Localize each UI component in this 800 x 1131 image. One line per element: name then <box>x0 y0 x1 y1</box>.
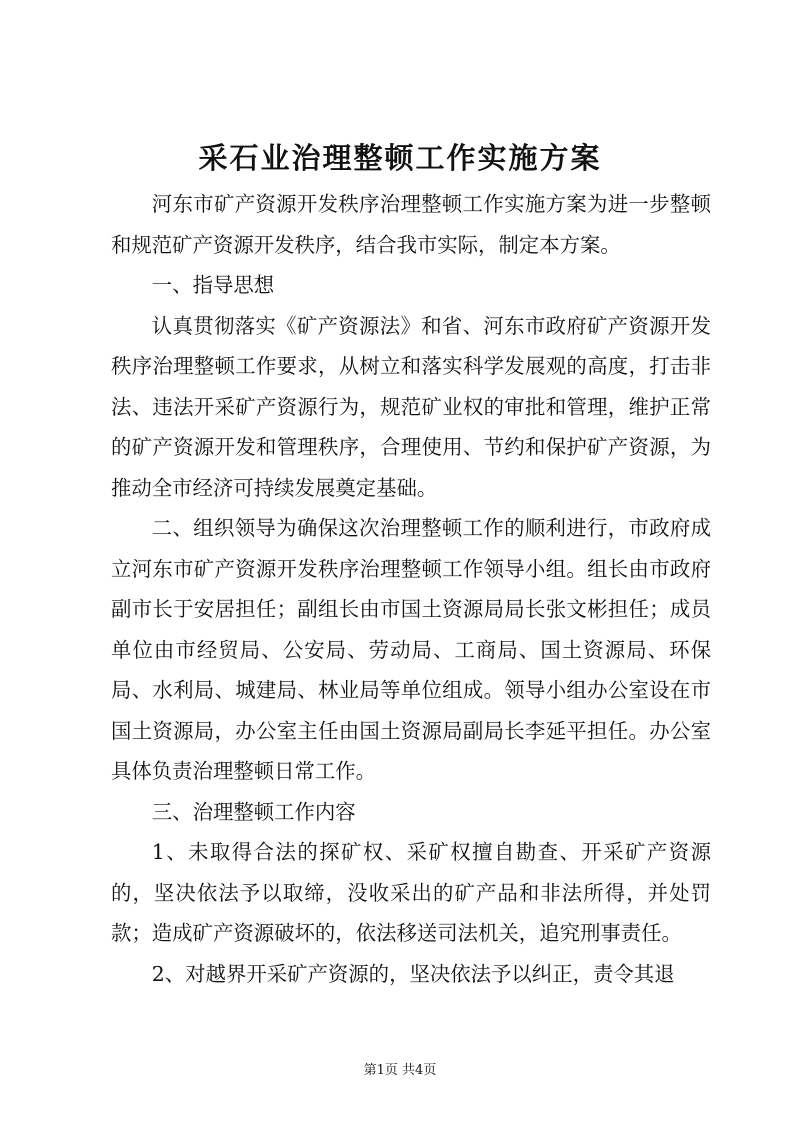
paragraph-item-1: 1、未取得合法的探矿权、采矿权擅自勘查、开采矿产资源的，坚决依法予以取缔，没收采出的矿产品和非法所得，并处罚款；造成矿产资源破坏的，依法移送司法机关，追究刑事责任。 <box>111 840 711 945</box>
document-title: 采石业治理整顿工作实施方案 <box>198 141 602 175</box>
section-heading-work-content: 三、治理整顿工作内容 <box>151 799 356 824</box>
paragraph-guiding-thought: 认真贯彻落实《矿产资源法》和省、河东市政府矿产资源开发秩序治理整顿工作要求，从树立和落实科学发展观的高度，打击非法、违法开采矿产资源行为，规范矿业权的审批和管理，维护正常的矿产资源开发和管理秩序，合理使用、节约和保护矿产资源，为推动全市经济可持续发展奠定基础。 <box>111 313 711 500</box>
document-body <box>111 184 711 994</box>
section-heading-guiding-thought: 一、指导思想 <box>151 273 275 297</box>
paragraph-organization-leadership: 二、组织领导为确保这次治理整顿工作的顺利进行，市政府成立河东市矿产资源开发秩序治理整顿工作领导小组。组长由市政府副市长于安居担任；副组长由市国土资源局局长张文彬担任；成员单位由市经贸局、公安局、劳动局、工商局、国土资源局、环保局、水利局、城建局、林业局等单位组成。领导小组办公室设在市国土资源局，办公室主任由国土资源局副局长李延平担任。办公室具体负责治理整顿日常工作。 <box>111 516 711 783</box>
page-footer: 第1页 共4页 <box>363 1063 437 1078</box>
paragraph-item-2: 2、对越界开采矿产资源的，坚决依法予以纠正，责令其退 <box>151 961 675 986</box>
paragraph-intro: 河东市矿产资源开发秩序治理整顿工作实施方案为进一步整顿和规范矿产资源开发秩序，结合我市实际，制定本方案。 <box>111 192 711 257</box>
